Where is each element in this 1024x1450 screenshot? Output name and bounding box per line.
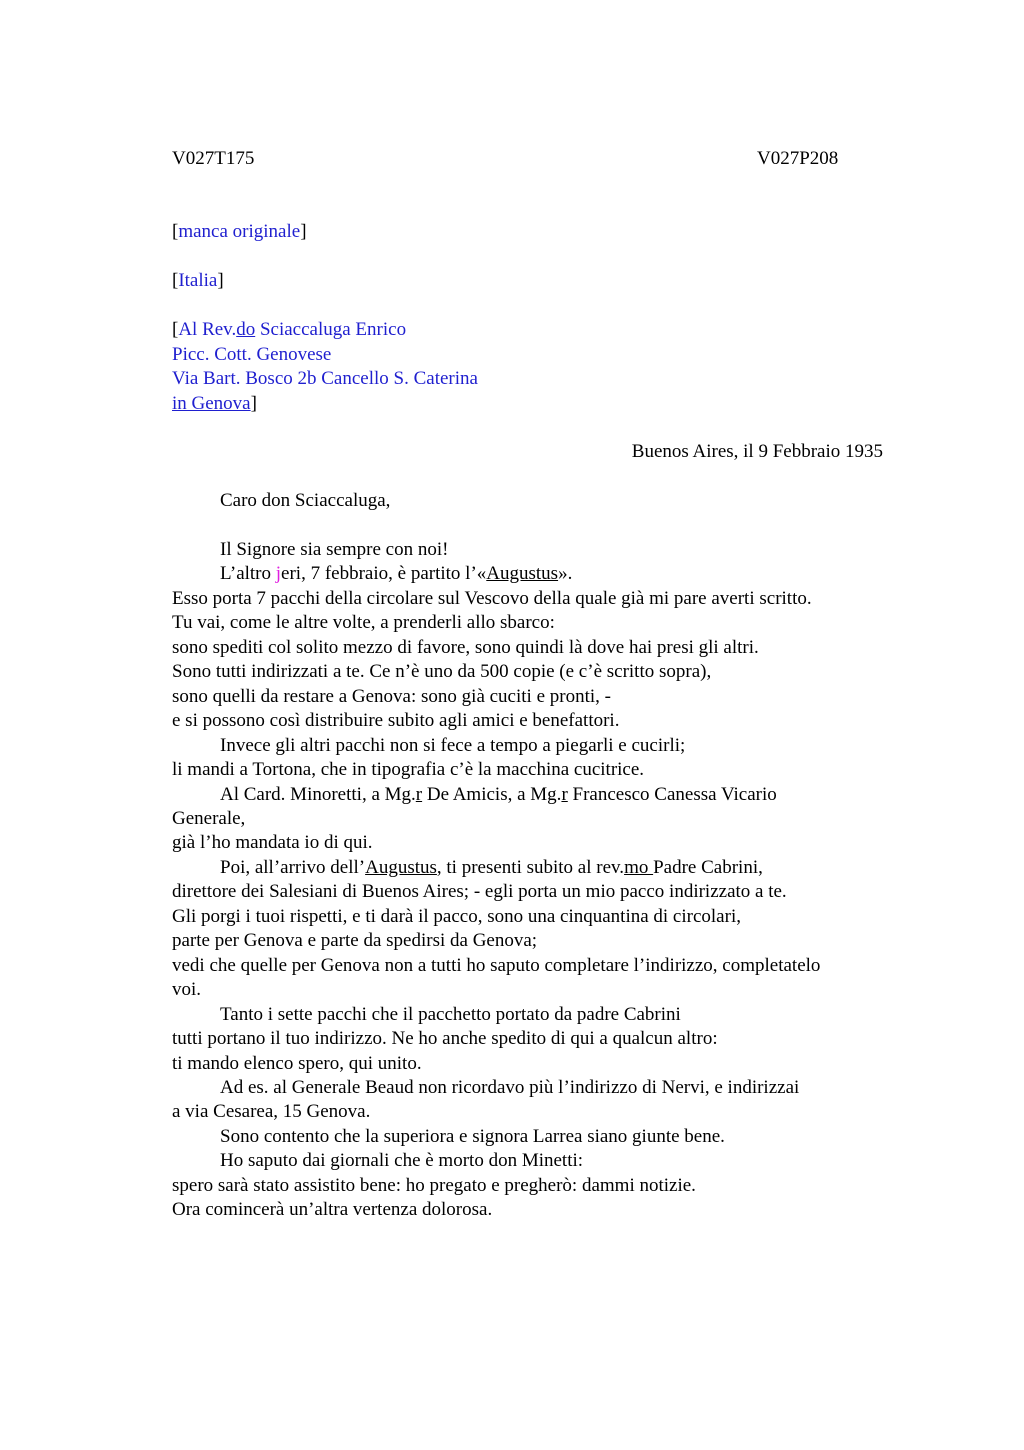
country-text: Italia xyxy=(178,270,218,291)
body-line xyxy=(172,562,892,586)
reference-code-left: V027T175 xyxy=(172,148,255,169)
body-fragment: eri, 7 febbraio, è partito l’« xyxy=(281,563,487,585)
body-fragment: De Amicis, a Mg. xyxy=(422,783,562,805)
body-line: tutti portano il tuo indirizzo. Ne ho anche spedito di qui a qualcun altro: xyxy=(172,1028,718,1050)
body-line: Il Signore sia sempre con noi! xyxy=(220,539,449,560)
ship-name: Augustus xyxy=(486,563,559,585)
body-line xyxy=(172,783,892,807)
body-line: li mandi a Tortona, che in tipografia c’è la macchina cucitrice. xyxy=(172,759,645,781)
body-line: a via Cesarea, 15 Genova. xyxy=(172,1101,371,1123)
address-line-1-title: Al Rev. xyxy=(178,319,237,340)
missing-original-note: [manca originale] xyxy=(172,221,307,242)
body-fragment: Al Card. Minoretti, a Mg. xyxy=(220,783,416,805)
letter-date: Buenos Aires, il 9 Febbraio 1935 xyxy=(631,441,883,462)
body-line: parte per Genova e parte da spedirsi da Genova; xyxy=(172,930,538,952)
address-line-1: [Al Rev.do Sciaccaluga Enrico xyxy=(172,319,407,340)
body-line: Esso porta 7 pacchi della circolare sul Vescovo della quale già mi pare averti scritto. xyxy=(172,587,812,609)
body-line: ti mando elenco spero, qui unito. xyxy=(172,1052,422,1074)
body-line: direttore dei Salesiani di Buenos Aires; - egli porta un mio pacco indirizzato a te. xyxy=(172,881,787,903)
address-city: in Genova xyxy=(172,392,251,414)
abbreviation-superscript: mo xyxy=(624,856,654,878)
body-line: Sono contento che la superiora e signora Larrea siano giunte bene. xyxy=(220,1125,725,1147)
country-note: [Italia] xyxy=(172,270,224,291)
abbreviation-superscript: r xyxy=(561,783,568,805)
body-line: già l’ho mandata io di qui. xyxy=(172,832,373,854)
highlighted-letter: j xyxy=(275,563,282,585)
salutation: Caro don Sciaccaluga, xyxy=(220,490,391,511)
body-line: Tanto i sette pacchi che il pacchetto portato da padre Cabrini xyxy=(220,1003,681,1025)
body-fragment: Poi, all’arrivo dell’ xyxy=(220,856,366,878)
missing-original-text: manca originale xyxy=(178,221,301,242)
body-line: Ora comincerà un’altra vertenza dolorosa. xyxy=(172,1199,493,1221)
address-line-1-superscript: do xyxy=(236,319,256,340)
abbreviation-superscript: r xyxy=(415,783,423,805)
body-fragment: Francesco Canessa Vicario xyxy=(567,783,777,805)
body-line: voi. xyxy=(172,979,202,1001)
address-line-2: Picc. Cott. Genovese xyxy=(172,343,332,365)
body-fragment: ». xyxy=(558,563,573,585)
recipient-address xyxy=(172,318,478,416)
body-line: spero sarà stato assistito bene: ho pregato e pregherò: dammi notizie. xyxy=(172,1174,696,1196)
body-line: vedi che quelle per Genova non a tutti ho saputo completare l’indirizzo, completatelo xyxy=(172,954,821,976)
address-line-1-name: Sciaccaluga Enrico xyxy=(255,319,407,340)
body-line: Tu vai, come le altre volte, a prenderli allo sbarco: xyxy=(172,612,555,634)
body-line: e si possono così distribuire subito agli amici e benefattori. xyxy=(172,710,620,732)
body-line: Ad es. al Generale Beaud non ricordavo più l’indirizzo di Nervi, e indirizzai xyxy=(220,1076,800,1098)
body-fragment: Padre Cabrini, xyxy=(653,856,763,878)
body-line: sono spediti col solito mezzo di favore, sono quindi là dove hai presi gli altri. xyxy=(172,636,759,658)
body-line xyxy=(172,856,892,880)
body-line: Gli porgi i tuoi rispetti, e ti darà il pacco, sono una cinquantina di circolari, xyxy=(172,905,741,927)
body-line: Generale, xyxy=(172,807,246,829)
body-line: Sono tutti indirizzati a te. Ce n’è uno da 500 copie (e c’è scritto sopra), xyxy=(172,661,712,683)
body-line: Ho saputo dai giornali che è morto don Minetti: xyxy=(220,1150,584,1172)
address-line-3: Via Bart. Bosco 2b Cancello S. Caterina xyxy=(172,368,478,389)
body-line: Invece gli altri pacchi non si fece a tempo a piegarli e cucirli; xyxy=(220,734,686,756)
body-fragment: , ti presenti subito al rev. xyxy=(436,856,625,878)
body-fragment: L’altro xyxy=(220,563,276,585)
address-line-4: in Genova] xyxy=(172,392,257,414)
letter-body xyxy=(172,538,892,1223)
ship-name: Augustus xyxy=(365,856,437,878)
reference-code-right: V027P208 xyxy=(757,148,839,169)
body-line: sono quelli da restare a Genova: sono già cuciti e pronti, - xyxy=(172,685,611,707)
